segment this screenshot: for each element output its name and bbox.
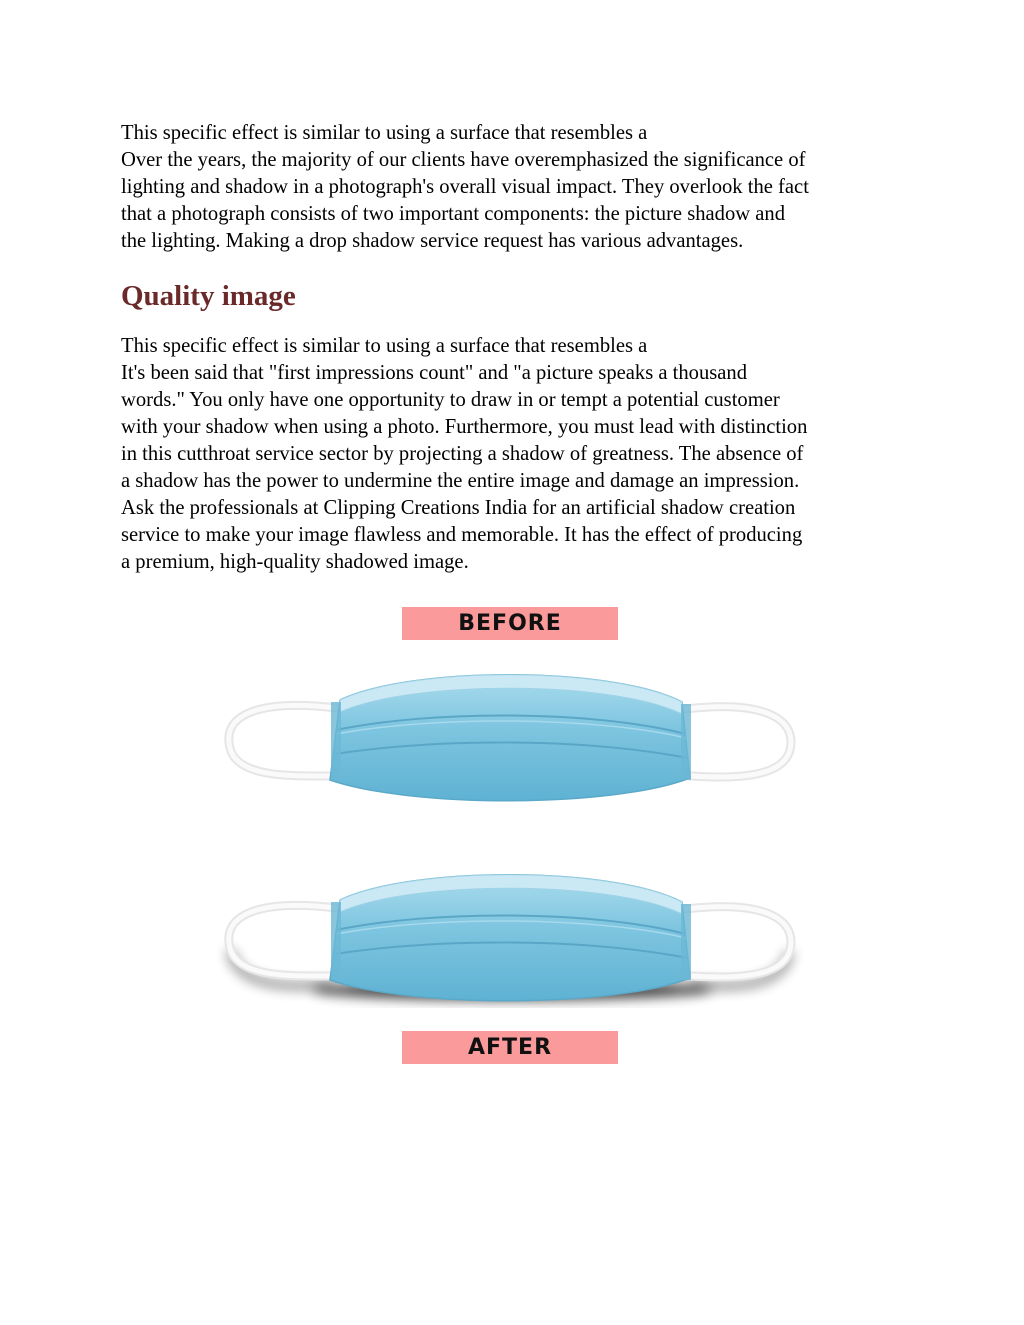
after-label (402, 1031, 618, 1064)
text-line: This specific effect is similar to using a surface that resembles a (121, 335, 648, 357)
text-line: with your shadow when using a photo. Furthermore, you must lead with distinction (121, 416, 808, 438)
text-line: service to make your image flawless and memorable. It has the effect of producing (121, 524, 803, 546)
section-heading: Quality image (121, 280, 296, 312)
text-line: It's been said that "first impressions count" and "a picture speaks a thousand (121, 362, 748, 384)
text-line: words." You only have one opportunity to draw in or tempt a potential customer (121, 389, 780, 411)
before-label-text: BEFORE (458, 611, 562, 636)
text-line: in this cutthroat service sector by projecting a shadow of greatness. The absence of (121, 443, 804, 465)
text-line: This specific effect is similar to using a surface that resembles a (121, 122, 648, 144)
before-label (402, 607, 618, 640)
after-label-text: AFTER (467, 1035, 553, 1060)
intro-paragraph (121, 120, 921, 255)
text-line: the lighting. Making a drop shadow service request has various advantages. (121, 230, 744, 252)
face-mask-after-image (212, 858, 812, 1008)
text-line: that a photograph consists of two important components: the picture shadow and (121, 203, 786, 225)
quality-paragraph (121, 333, 921, 576)
text-line: a premium, high-quality shadowed image. (121, 551, 469, 573)
before-after-figure (212, 600, 812, 1075)
text-line: Ask the professionals at Clipping Creations India for an artificial shadow creation (121, 497, 796, 519)
text-line: Over the years, the majority of our clients have overemphasized the significance of (121, 149, 806, 171)
face-mask-before-image (212, 658, 812, 808)
text-line: a shadow has the power to undermine the entire image and damage an impression. (121, 470, 800, 492)
text-line: lighting and shadow in a photograph's overall visual impact. They overlook the fact (121, 176, 809, 198)
